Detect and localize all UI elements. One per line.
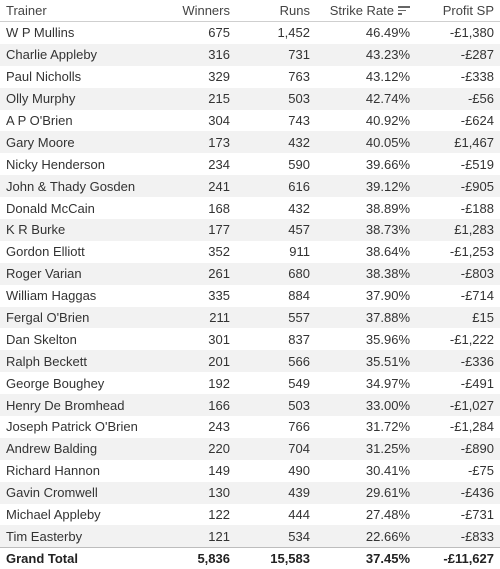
cell-runs: 534 [288,528,310,544]
cell-profit-sp: -£436 [460,485,494,501]
cell-strike-rate: 29.61% [365,485,410,501]
total-profit-sp: -£11,627 [443,551,494,567]
cell-winners: 241 [208,178,230,194]
cell-winners: 304 [208,113,230,128]
table-row [0,350,500,372]
table-row [0,175,500,197]
cell-strike-rate: 46.49% [365,25,410,41]
cell-strike-rate: 42.74% [365,91,410,107]
cell-strike-rate: 43.12% [365,69,410,85]
cell-profit-sp: -£624 [460,113,494,128]
grand-total-row [0,547,500,569]
cell-runs: 490 [288,463,310,479]
header-profit-sp[interactable]: Profit SP [442,3,494,18]
table-row [0,482,500,504]
cell-trainer: Fergal O'Brien [6,310,90,326]
cell-trainer: Tim Easterby [6,528,83,544]
table-row [0,394,500,416]
cell-winners: 352 [208,244,230,260]
cell-strike-rate: 40.05% [365,134,410,150]
cell-winners: 149 [208,463,230,479]
cell-profit-sp: -£1,253 [449,244,494,260]
cell-runs: 557 [288,310,310,326]
cell-trainer: Andrew Balding [6,441,98,457]
cell-profit-sp: -£803 [460,266,494,282]
header-winners[interactable]: Winners [182,3,230,18]
table-body [0,22,500,547]
cell-strike-rate: 43.23% [365,47,410,63]
cell-trainer: Richard Hannon [6,463,100,479]
cell-winners: 201 [208,353,230,369]
cell-strike-rate: 34.97% [365,375,410,391]
cell-winners: 121 [208,528,230,544]
cell-strike-rate: 38.64% [365,244,410,260]
cell-runs: 884 [288,288,310,304]
cell-profit-sp: £1,467 [454,134,494,150]
cell-winners: 301 [208,331,230,347]
cell-strike-rate: 35.51% [365,353,410,369]
cell-runs: 911 [289,244,310,260]
table-row [0,416,500,438]
cell-strike-rate: 30.41% [365,463,410,479]
table-row [0,153,500,175]
cell-profit-sp: -£833 [460,528,494,544]
cell-trainer: Olly Murphy [6,91,76,107]
table-row [0,44,500,66]
cell-profit-sp: -£731 [460,507,494,523]
cell-winners: 130 [208,485,230,501]
cell-winners: 192 [208,375,230,391]
cell-trainer: Ralph Beckett [6,353,87,369]
cell-profit-sp: -£890 [460,441,494,457]
cell-runs: 549 [288,375,310,391]
cell-winners: 243 [208,419,230,435]
cell-strike-rate: 38.38% [365,266,410,282]
cell-winners: 173 [208,134,230,150]
cell-runs: 439 [288,485,310,501]
table-row [0,307,500,329]
table-row [0,131,500,153]
cell-strike-rate: 37.88% [365,310,410,326]
cell-trainer: Gordon Elliott [6,244,85,260]
cell-strike-rate: 31.25% [365,441,410,457]
cell-trainer: Joseph Patrick O'Brien [6,419,138,435]
cell-runs: 1,452 [277,25,310,41]
cell-runs: 616 [288,178,310,194]
cell-runs: 743 [288,113,310,128]
table-row [0,88,500,110]
cell-runs: 837 [288,331,310,347]
cell-runs: 590 [288,156,310,172]
cell-profit-sp: -£336 [460,353,494,369]
table-row [0,438,500,460]
cell-trainer: Roger Varian [6,266,82,282]
cell-runs: 457 [288,222,310,238]
cell-trainer: John & Thady Gosden [6,178,136,194]
cell-runs: 432 [288,200,310,216]
cell-winners: 166 [208,397,230,413]
cell-trainer: Donald McCain [6,200,95,216]
cell-runs: 680 [288,266,310,282]
table-header [0,0,500,22]
cell-strike-rate: 33.00% [365,397,410,413]
total-runs: 15,583 [270,551,310,567]
table-row [0,197,500,219]
cell-strike-rate: 39.12% [365,178,410,194]
cell-strike-rate: 37.90% [365,288,410,304]
cell-profit-sp: -£714 [460,288,494,304]
cell-profit-sp: -£905 [460,178,494,194]
table-row [0,219,500,241]
cell-winners: 211 [209,310,230,326]
header-strike-rate[interactable] [310,3,410,18]
table-row [0,241,500,263]
cell-trainer: Dan Skelton [6,331,77,347]
table-row [0,285,500,307]
cell-strike-rate: 27.48% [365,507,410,523]
table-row [0,22,500,44]
cell-winners: 220 [208,441,230,457]
cell-winners: 316 [208,47,230,63]
cell-strike-rate: 38.73% [365,222,410,238]
cell-runs: 566 [288,353,310,369]
cell-trainer: Henry De Bromhead [6,397,125,413]
table-row [0,372,500,394]
cell-winners: 215 [208,91,230,107]
total-strike-rate: 37.45% [365,551,410,567]
cell-trainer: Gavin Cromwell [6,485,98,501]
cell-trainer: W P Mullins [6,25,75,41]
header-trainer[interactable]: Trainer [6,3,47,18]
table-row [0,328,500,350]
cell-strike-rate: 35.96% [365,331,410,347]
cell-strike-rate: 38.89% [365,200,410,216]
cell-profit-sp: -£188 [460,200,494,216]
cell-profit-sp: £15 [472,310,494,326]
table-row [0,460,500,482]
cell-winners: 122 [208,507,230,523]
table-row [0,525,500,547]
cell-trainer: George Boughey [6,375,105,391]
cell-profit-sp: -£287 [460,47,494,63]
cell-trainer: Paul Nicholls [6,69,82,85]
header-runs[interactable]: Runs [279,3,310,18]
cell-winners: 177 [208,222,230,238]
cell-runs: 444 [288,507,310,523]
cell-trainer: Michael Appleby [6,507,101,523]
cell-trainer: Gary Moore [6,134,75,150]
cell-winners: 675 [208,25,230,41]
total-label: Grand Total [6,551,78,567]
cell-runs: 763 [288,69,310,85]
table-row [0,504,500,526]
cell-runs: 432 [288,134,310,150]
cell-runs: 503 [288,91,310,107]
cell-profit-sp: -£1,222 [449,331,494,347]
cell-profit-sp: -£1,027 [449,397,494,413]
table-row [0,263,500,285]
cell-profit-sp: £1,283 [454,222,494,238]
cell-winners: 335 [208,288,230,304]
cell-trainer: K R Burke [6,222,66,238]
cell-profit-sp: -£56 [467,91,494,107]
cell-runs: 503 [288,397,310,413]
cell-trainer: William Haggas [6,288,97,304]
cell-runs: 704 [288,441,310,457]
cell-winners: 168 [208,200,230,216]
cell-trainer: Nicky Henderson [6,156,105,172]
cell-strike-rate: 22.66% [365,528,410,544]
cell-trainer: A P O'Brien [6,113,73,128]
cell-runs: 731 [288,47,310,63]
cell-runs: 766 [288,419,310,435]
total-winners: 5,836 [197,551,230,567]
sort-descending-icon[interactable] [398,5,410,17]
cell-profit-sp: -£338 [460,69,494,85]
cell-strike-rate: 39.66% [365,156,410,172]
header-strike-rate-label: Strike Rate [329,3,394,18]
cell-profit-sp: -£1,284 [449,419,494,435]
table-row [0,66,500,88]
cell-strike-rate: 31.72% [365,419,410,435]
cell-winners: 234 [208,156,230,172]
cell-trainer: Charlie Appleby [6,47,98,63]
cell-profit-sp: -£491 [460,375,494,391]
cell-profit-sp: -£75 [467,463,494,479]
cell-profit-sp: -£519 [460,156,494,172]
cell-winners: 329 [208,69,230,85]
cell-winners: 261 [208,266,230,282]
table-row [0,110,500,132]
cell-profit-sp: -£1,380 [449,25,494,41]
cell-strike-rate: 40.92% [365,113,410,128]
